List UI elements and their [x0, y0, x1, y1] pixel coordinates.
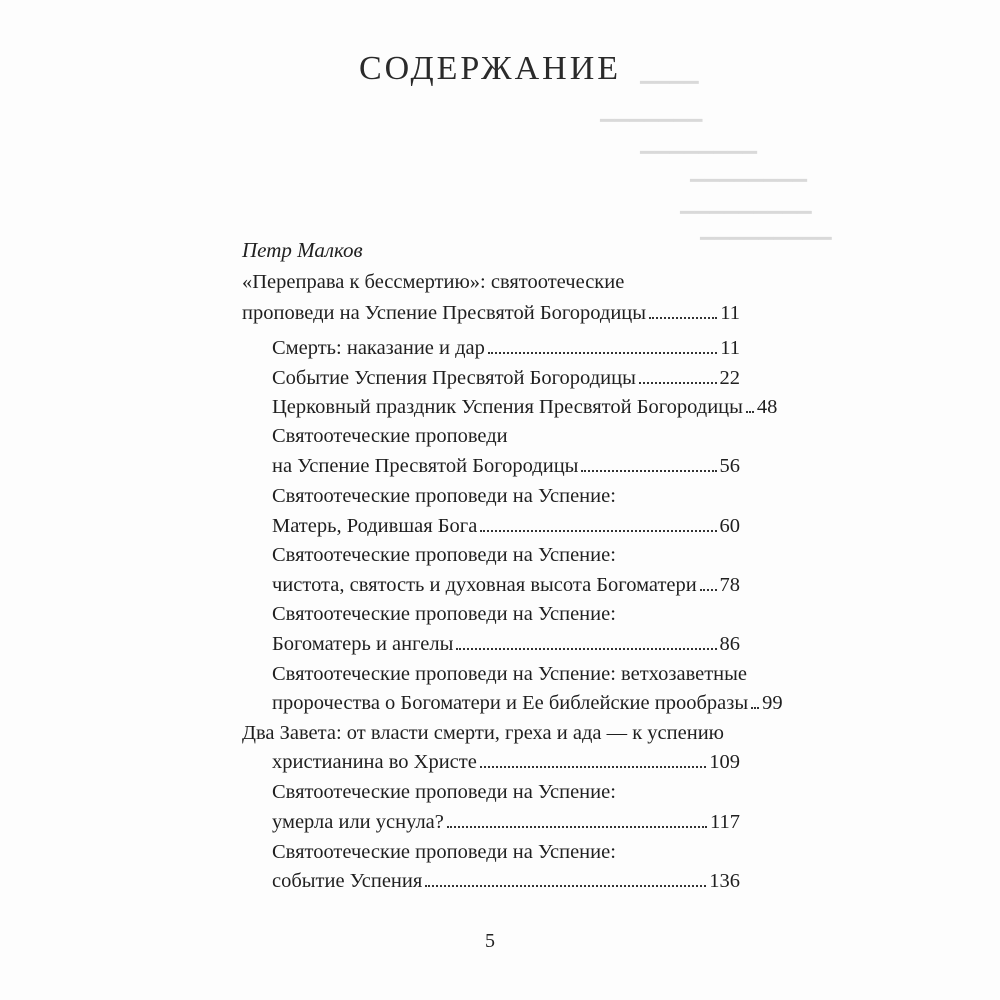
bleed-through-mark: ▁▁▁▁▁▁▁▁▁	[700, 219, 832, 240]
page-ref: 48	[756, 396, 778, 418]
bleed-through-mark: ▁▁▁▁▁▁▁▁	[640, 133, 757, 154]
toc-entry-title: Святоотеческие проповеди на Успение:	[272, 603, 616, 625]
essay-title-row[interactable]	[242, 299, 740, 327]
leader-dots	[751, 707, 759, 709]
toc-entry[interactable]	[272, 452, 740, 480]
toc-entry-title: Святоотеческие проповеди на Успение:	[272, 841, 616, 863]
toc-entry-title-cont: событие Успения	[272, 870, 423, 892]
toc-entry-title: Смерть: наказание и дар	[272, 337, 485, 359]
leader-dots	[456, 648, 716, 650]
page-ref: 99	[762, 692, 783, 714]
toc-entry[interactable]	[272, 364, 740, 392]
toc-entry-title: Церковный праздник Успения Пресвятой Богородицы	[272, 396, 743, 418]
page-ref: 78	[719, 574, 740, 596]
toc-heading: СОДЕРЖАНИЕ	[358, 50, 622, 87]
toc-entry[interactable]	[272, 748, 740, 776]
toc-entry-title: Святоотеческие проповеди на Успение:	[272, 485, 616, 507]
toc-entry-title-cont: Матерь, Родившая Бога	[272, 515, 478, 537]
leader-dots	[488, 352, 717, 354]
page-number: 5	[485, 930, 495, 952]
page-ref: 11	[720, 337, 740, 359]
bleed-through-mark: ▁▁▁▁▁▁▁	[600, 101, 703, 122]
toc-entry[interactable]	[272, 630, 740, 658]
toc-entry-title-cont: христианина во Христе	[272, 751, 477, 773]
toc-entry-title-cont: пророчества о Богоматери и Ее библейские прообразы	[272, 692, 749, 714]
leader-dots	[649, 317, 717, 319]
toc-entry[interactable]	[272, 867, 740, 895]
toc-entry[interactable]	[272, 393, 778, 421]
leader-dots	[746, 411, 754, 413]
page-ref: 86	[719, 633, 740, 655]
essay-title-line-1: «Переправа к бессмертию»: святоотеческие	[242, 271, 625, 293]
toc-entry[interactable]	[272, 689, 783, 717]
toc-entry[interactable]	[272, 808, 740, 836]
leader-dots	[700, 589, 717, 591]
bleed-through-mark: ▁▁▁▁	[640, 63, 699, 84]
toc-entry-title: Два Завета: от власти смерти, греха и ада — к успению	[242, 722, 724, 744]
leader-dots	[447, 826, 707, 828]
leader-dots	[581, 470, 716, 472]
toc-entry-title-cont: Богоматерь и ангелы	[272, 633, 454, 655]
bleed-through-mark: ▁▁▁▁▁▁▁▁	[690, 161, 807, 182]
toc-entry[interactable]	[272, 571, 740, 599]
essay-title-line-2: проповеди на Успение Пресвятой Богородицы	[242, 302, 647, 324]
toc-entry-title-cont: на Успение Пресвятой Богородицы	[272, 455, 579, 477]
leader-dots	[480, 530, 716, 532]
leader-dots	[425, 885, 706, 887]
toc-entry-title: Святоотеческие проповеди на Успение:	[272, 781, 616, 803]
bleed-through-mark: ▁▁▁▁▁▁▁▁▁	[680, 193, 812, 214]
page-ref: 22	[719, 367, 740, 389]
toc-entry-title-cont: чистота, святость и духовная высота Богоматери	[272, 574, 697, 596]
author-name: Петр Малков	[242, 238, 363, 262]
toc-entry-title-cont: умерла или уснула?	[272, 811, 444, 833]
page-ref: 56	[719, 455, 740, 477]
leader-dots	[480, 766, 706, 768]
toc-entry-title: Святоотеческие проповеди на Успение: ветхозаветные	[272, 663, 748, 685]
toc-entry-title: Событие Успения Пресвятой Богородицы	[272, 367, 636, 389]
toc-entry-title: Святоотеческие проповеди на Успение:	[272, 544, 616, 566]
page-ref: 60	[719, 515, 740, 537]
toc-entry-title: Святоотеческие проповеди	[272, 425, 508, 447]
page-ref: 136	[709, 870, 740, 892]
toc-entry[interactable]	[272, 334, 740, 362]
page-ref: 11	[720, 302, 740, 324]
toc-entry[interactable]	[272, 512, 740, 540]
page-ref: 109	[709, 751, 740, 773]
page-ref: 117	[710, 811, 740, 833]
leader-dots	[639, 382, 717, 384]
